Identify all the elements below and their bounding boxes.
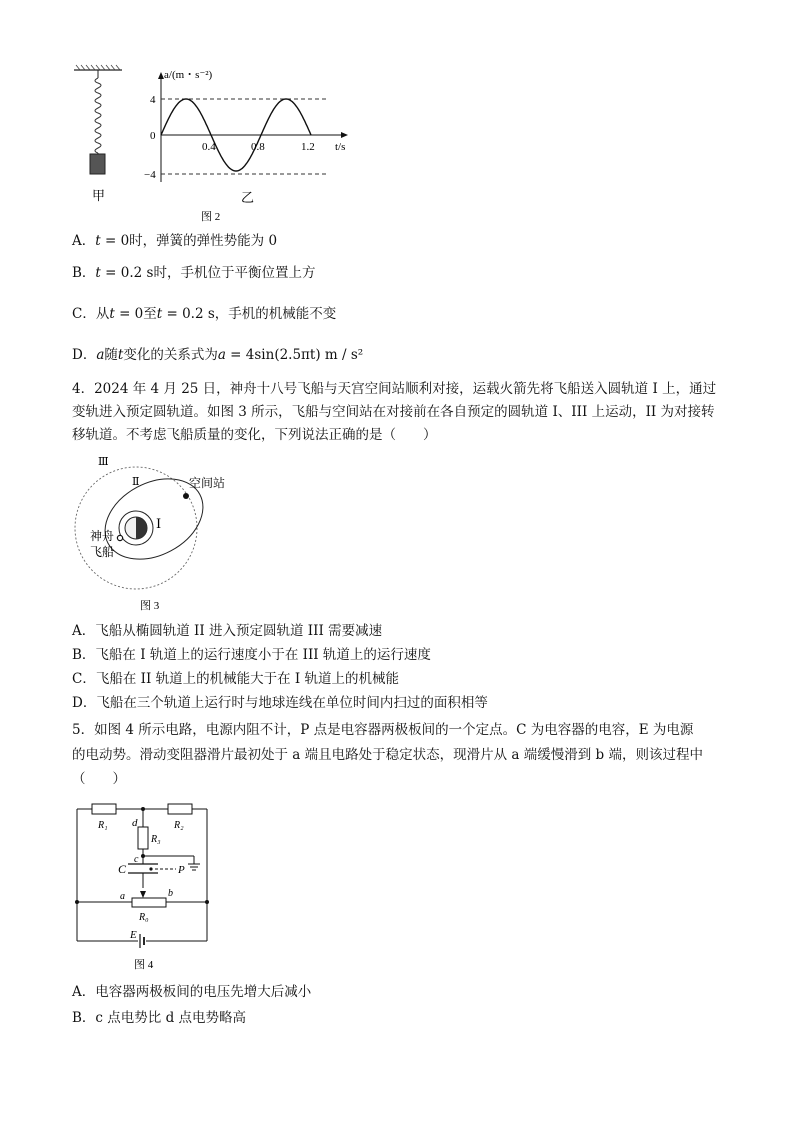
- q3-option-d: D．a随t变化的关系式为a = 4sin(2.5πt) m / s²: [72, 347, 364, 363]
- label-r2: R₂: [174, 820, 184, 831]
- figure-3: [70, 452, 230, 614]
- fig3-caption: 图 3: [140, 600, 160, 612]
- fig4-caption: 图 4: [134, 959, 154, 971]
- y-tick-neg4: −4: [144, 169, 156, 181]
- label-c: c: [134, 854, 139, 865]
- label-p: P: [178, 864, 185, 876]
- label-capacitor: C: [118, 862, 127, 876]
- label-a: a: [120, 891, 125, 902]
- label-r3: R₃: [151, 834, 161, 845]
- y-tick-4: 4: [150, 94, 156, 106]
- fig2-label-yi: 乙: [241, 190, 255, 205]
- q5-stem-line-3: （ ）: [72, 771, 126, 787]
- x-tick-0.4: 0.4: [202, 141, 216, 153]
- ship-dot: [117, 535, 122, 540]
- y-tick-0: 0: [150, 130, 156, 142]
- x-tick-0.8: 0.8: [251, 141, 265, 153]
- q5-option-a: A．电容器两极板间的电压先增大后减小: [72, 984, 312, 1000]
- q4-option-a: A．飞船从椭圆轨道 II 进入预定圆轨道 III 需要减速: [72, 623, 383, 639]
- q5-stem-line-2: 的电动势。滑动变阻器滑片最初处于 a 端且电路处于稳定状态，现滑片从 a 端缓慢滑到 b 端，则该过程中: [72, 747, 703, 763]
- rheostat-r0: [132, 898, 166, 907]
- resistor-r1: [92, 804, 116, 814]
- fig2-caption: 图 2: [201, 211, 221, 223]
- q3-option-b: B．t = 0.2 s时，手机位于平衡位置上方: [72, 265, 316, 281]
- q4-option-c: C．飞船在 II 轨道上的机械能大于在 I 轨道上的机械能: [72, 671, 399, 687]
- orbit-1-label: Ⅰ: [156, 516, 162, 531]
- q4-stem: 4．2024 年 4 月 25 日，神舟十八号飞船与天宫空间站顺利对接，运载火箭先将飞船送入圆轨道 I 上，通过变轨进入预定圆轨道。如图 3 所示，飞船与空间站在对接前在各自预定的圆轨道 I、III 上运动，II 为对接转移轨道。不考虑飞船质量的变化，下列说法正确的是（ ）: [72, 381, 717, 443]
- x-tick-1.2: 1.2: [301, 141, 315, 153]
- q3-option-a: A．t = 0时，弹簧的弹性势能为 0: [72, 233, 278, 249]
- acceleration-time-graph: [144, 69, 348, 182]
- orbit-2-label: Ⅱ: [132, 476, 140, 488]
- resistor-r3: [138, 827, 148, 849]
- resistor-r2: [168, 804, 192, 814]
- label-r0: R₀: [139, 912, 149, 923]
- station-label: 空间站: [189, 476, 226, 490]
- spring-phone-diagram: [74, 65, 122, 174]
- q5-stem-line-1: 5．如图 4 所示电路，电源内阻不计，P 点是电容器两极板间的一个定点。C 为电容器的电容，E 为电源: [72, 722, 694, 738]
- label-e: E: [130, 929, 137, 941]
- label-d: d: [132, 817, 138, 829]
- figure-2: [60, 62, 370, 227]
- q5-option-b: B．c 点电势比 d 点电势略高: [72, 1010, 246, 1026]
- ship-label-1: 神舟: [90, 529, 115, 543]
- orbit-3-label: Ⅲ: [98, 456, 109, 468]
- point-p: [149, 867, 152, 870]
- station-dot: [183, 493, 189, 499]
- q4-option-b: B．飞船在 I 轨道上的运行速度小于在 III 轨道上的运行速度: [72, 647, 431, 663]
- x-axis-label: t/s: [335, 141, 346, 153]
- q4-option-d: D．飞船在三个轨道上运行时与地球连线在单位时间内扫过的面积相等: [72, 695, 488, 711]
- q3-option-c: C．从t = 0至t = 0.2 s，手机的机械能不变: [72, 306, 337, 322]
- label-r1: R₁: [98, 820, 108, 831]
- fig2-label-jia: 甲: [92, 188, 106, 203]
- figure-4: [70, 798, 220, 978]
- label-b: b: [168, 888, 173, 899]
- ship-label-2: 飞船: [90, 545, 115, 559]
- y-axis-label: a/(m・s⁻²): [164, 69, 213, 81]
